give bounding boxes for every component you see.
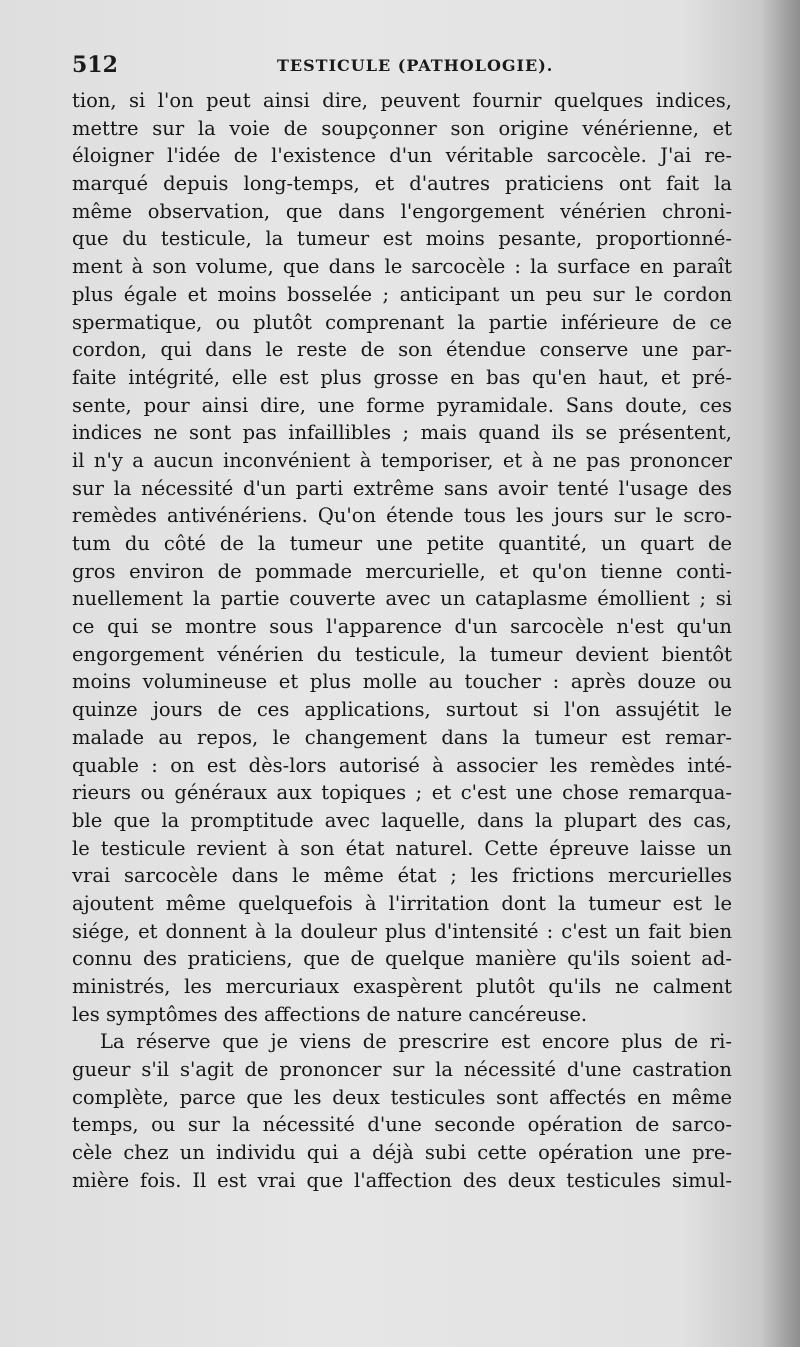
text-line: gros environ de pommade mercurielle, et qu'on tienne conti- xyxy=(72,559,732,583)
text-line: cèle chez un individu qui a déjà subi cette opération une pre- xyxy=(72,1141,732,1165)
text-line: quinze jours de ces applications, surtout si l'on assujétit le xyxy=(72,698,732,722)
page-header xyxy=(72,52,732,82)
text-line: temps, ou sur la nécessité d'une seconde opération de sarco- xyxy=(72,1113,732,1137)
text-line: La réserve que je viens de prescrire est encore plus de ri- xyxy=(100,1030,732,1054)
text-line: siége, et donnent à la douleur plus d'intensité : c'est un fait bien xyxy=(72,919,732,943)
text-line: ce qui se montre sous l'apparence d'un sarcocèle n'est qu'un xyxy=(72,615,732,639)
text-line: spermatique, ou plutôt comprenant la partie inférieure de ce xyxy=(72,310,732,334)
text-line: sur la nécessité d'un parti extrême sans avoir tenté l'usage des xyxy=(72,476,732,500)
text-line: ment à son volume, que dans le sarcocèle : la surface en paraît xyxy=(72,255,732,279)
text-line: éloigner l'idée de l'existence d'un véritable sarcocèle. J'ai re- xyxy=(72,144,732,168)
text-line: tum du côté de la tumeur une petite quantité, un quart de xyxy=(72,532,732,555)
text-line: indices ne sont pas infaillibles ; mais quand ils se présentent, xyxy=(72,421,732,445)
text-line: engorgement vénérien du testicule, la tumeur devient bientôt xyxy=(72,642,732,666)
page-edge-shadow xyxy=(760,0,800,1347)
text-line: malade au repos, le changement dans la tumeur est remar- xyxy=(72,725,732,749)
text-line: sente, pour ainsi dire, une forme pyramidale. Sans doute, ces xyxy=(72,393,732,417)
text-line: remèdes antivénériens. Qu'on étende tous les jours sur le scro- xyxy=(72,504,732,528)
text-line: quable : on est dès-lors autorisé à associer les remèdes inté- xyxy=(72,753,732,777)
text-line: nuellement la partie couverte avec un cataplasme émollient ; si xyxy=(72,587,732,611)
text-line: ministrés, les mercuriaux exaspèrent plutôt qu'ils ne calment xyxy=(72,975,732,998)
text-line: plus égale et moins bosselée ; anticipant un peu sur le cordon xyxy=(72,282,732,306)
text-line: il n'y a aucun inconvénient à temporiser, et à ne pas prononcer xyxy=(72,448,732,472)
text-line: marqué depuis long-temps, et d'autres praticiens ont fait la xyxy=(72,172,732,196)
paragraph-1 xyxy=(72,87,732,1028)
text-line: complète, parce que les deux testicules sont affectés en même xyxy=(72,1085,732,1109)
text-line: faite intégrité, elle est plus grosse en bas qu'en haut, et pré- xyxy=(72,365,732,389)
text-line: ble que la promptitude avec laquelle, dans la plupart des cas, xyxy=(72,808,732,832)
page-number: 512 xyxy=(72,52,118,78)
text-line: rieurs ou généraux aux topiques ; et c'est une chose remarqua- xyxy=(72,781,732,805)
text-line: gueur s'il s'agit de prononcer sur la nécessité d'une castration xyxy=(72,1058,732,1082)
text-line: que du testicule, la tumeur est moins pesante, proportionné- xyxy=(72,227,732,251)
text-line: vrai sarcocèle dans le même état ; les frictions mercurielles xyxy=(72,864,732,888)
text-line: tion, si l'on peut ainsi dire, peuvent fournir quelques indices, xyxy=(72,89,732,112)
text-line: mettre sur la voie de soupçonner son origine vénérienne, et xyxy=(72,116,732,140)
text-line: moins volumineuse et plus molle au toucher : après douze ou xyxy=(72,670,732,694)
text-line: ajoutent même quelquefois à l'irritation dont la tumeur est le xyxy=(72,891,732,915)
text-line: connu des praticiens, que de quelque manière qu'ils soient ad- xyxy=(72,947,732,971)
body-text xyxy=(72,87,732,1195)
text-line: les symptômes des affections de nature cancéreuse. xyxy=(72,1002,588,1026)
text-line: mière fois. Il est vrai que l'affection des deux testicules simul- xyxy=(72,1168,732,1192)
running-head: TESTICULE (PATHOLOGIE). xyxy=(277,56,554,75)
text-line: le testicule revient à son état naturel. Cette épreuve laisse un xyxy=(72,836,732,860)
text-line: même observation, que dans l'engorgement vénérien chroni- xyxy=(72,199,732,223)
text-line: cordon, qui dans le reste de son étendue conserve une par- xyxy=(72,338,732,362)
paragraph-2 xyxy=(72,1028,732,1194)
